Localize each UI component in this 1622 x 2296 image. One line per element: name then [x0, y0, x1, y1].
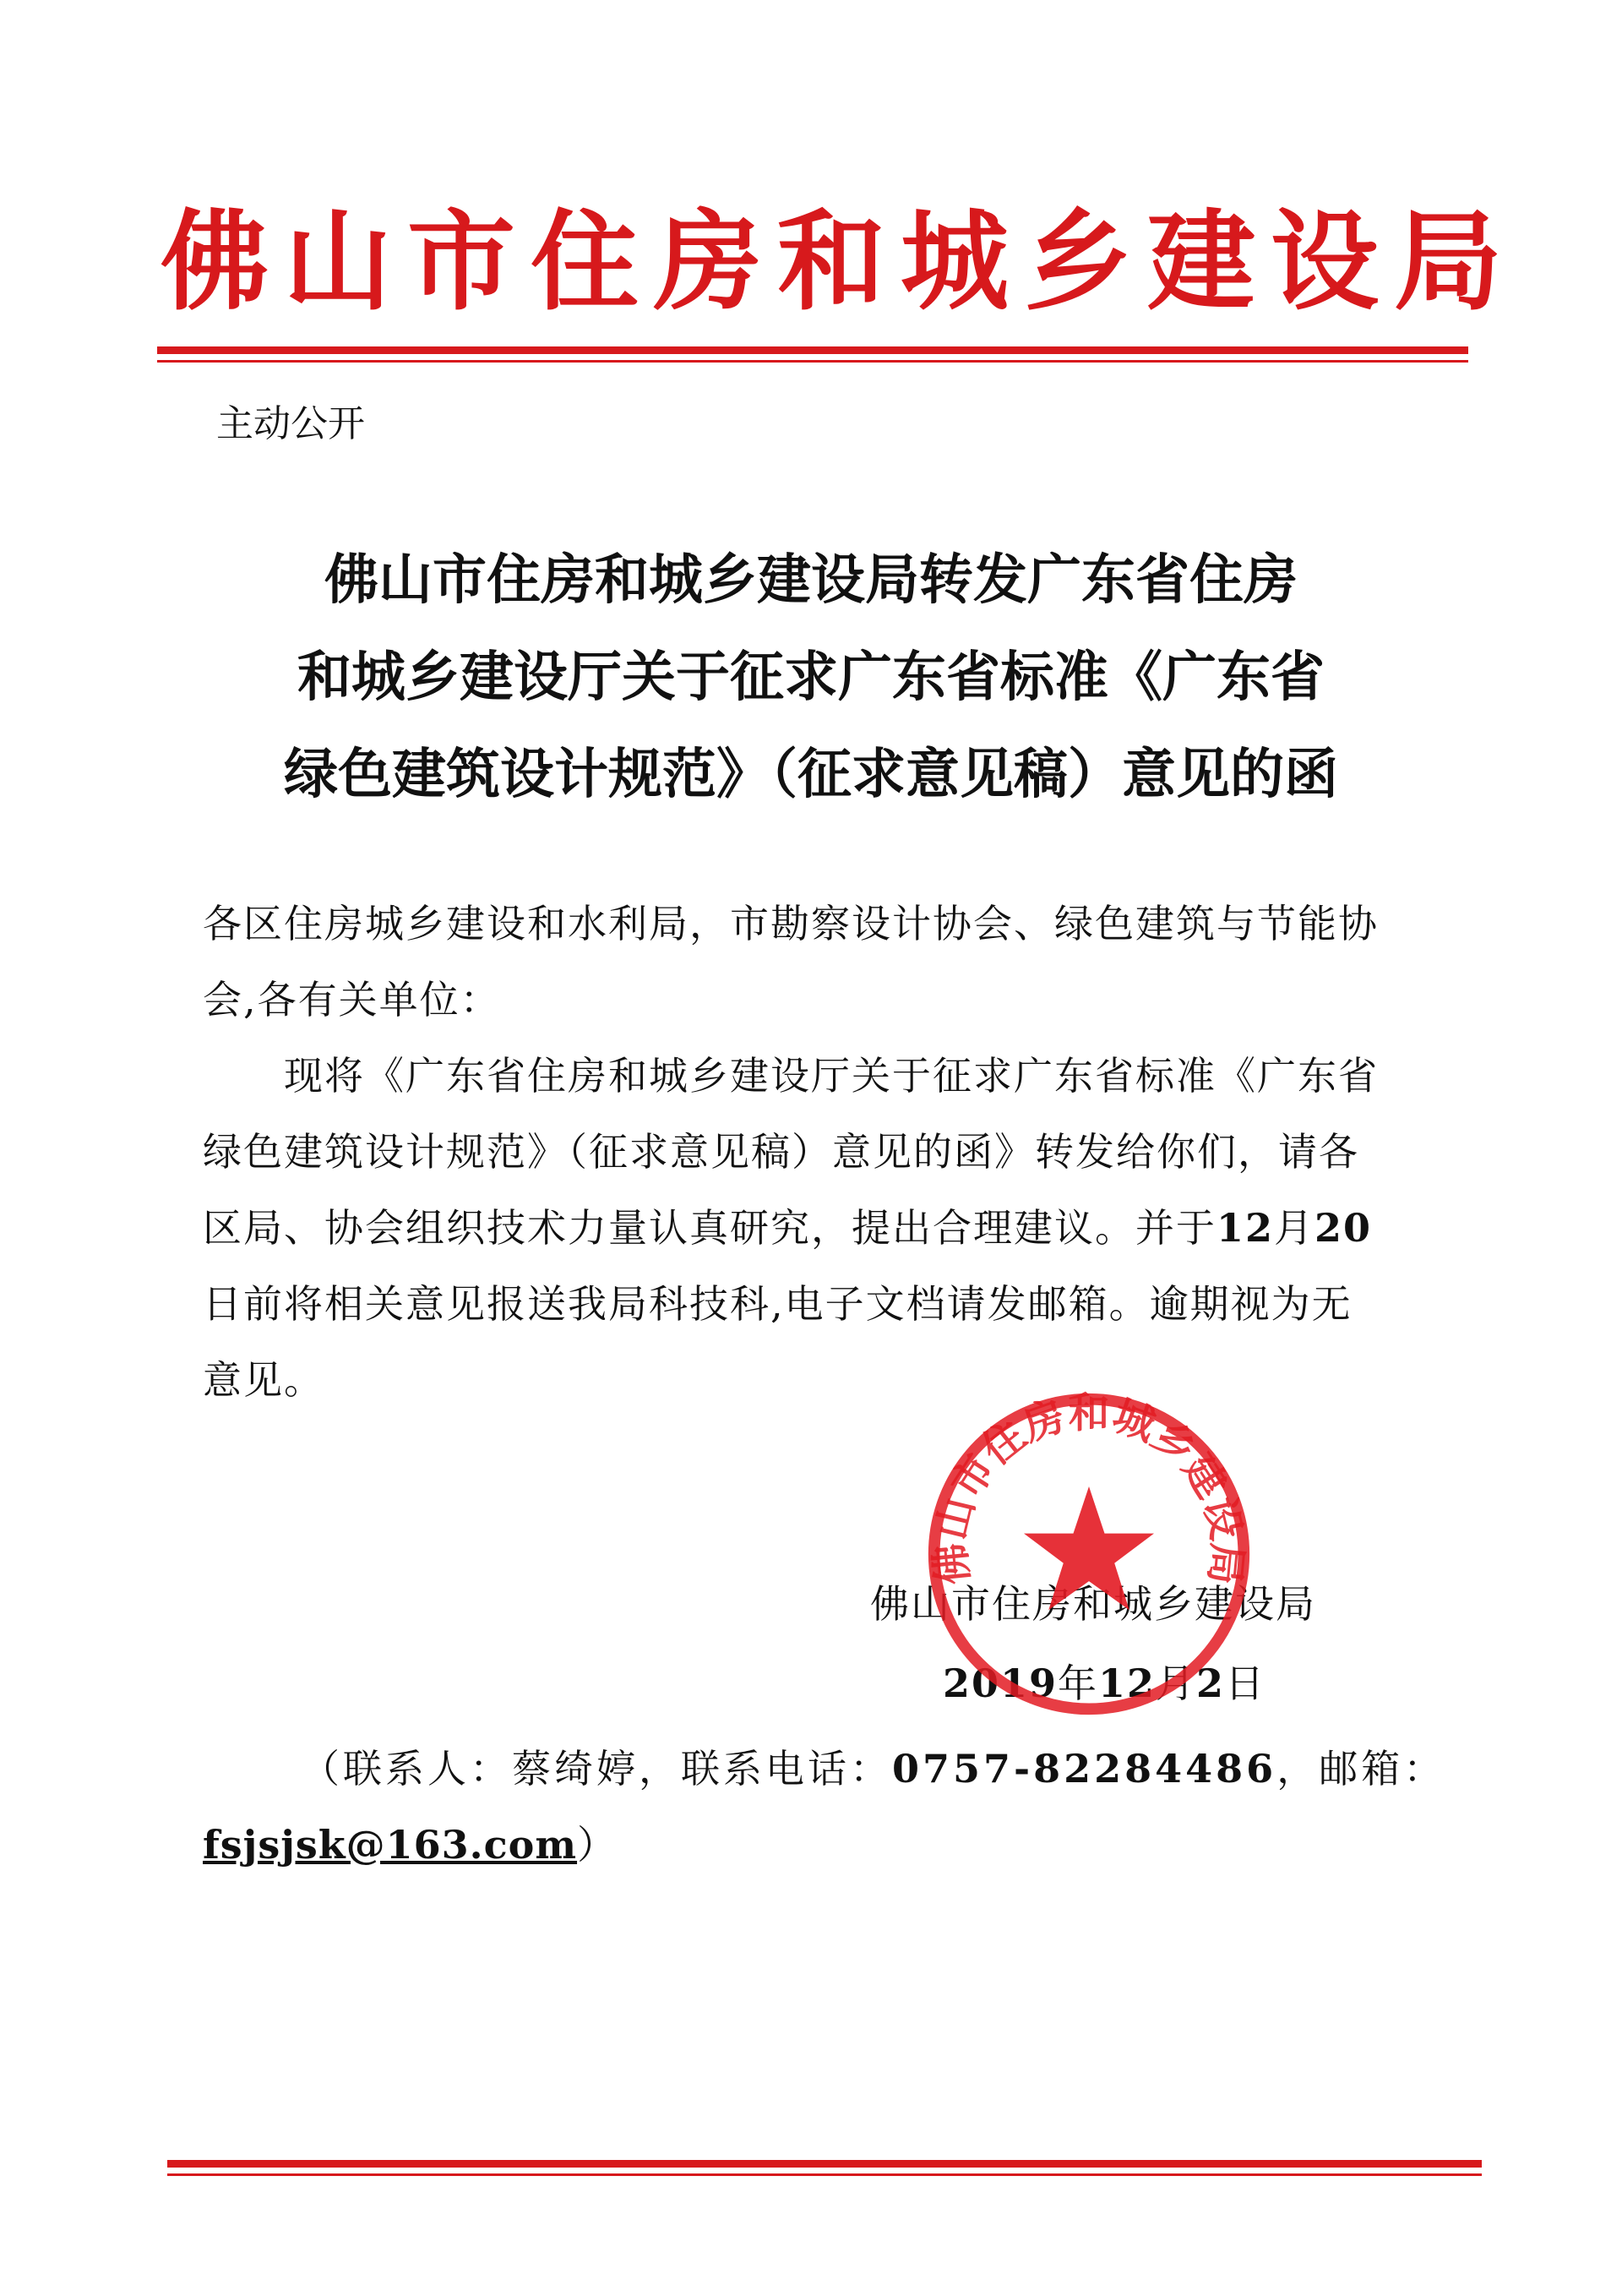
document-title	[194, 532, 1428, 824]
header-rule-thin	[157, 360, 1468, 363]
contact-person-group	[301, 1731, 681, 1807]
contact-person: 蔡绮婷，	[512, 1746, 681, 1792]
contact-person-label: 联系人：	[343, 1746, 512, 1792]
contact-line-1	[203, 1731, 1446, 1807]
deadline-day: 20	[1314, 1205, 1373, 1251]
date-year-unit: 年	[1058, 1661, 1099, 1706]
star-icon	[1024, 1486, 1154, 1610]
contact-phone-group	[681, 1731, 1319, 1807]
contact-phone: 0757-82284486	[892, 1746, 1277, 1792]
date-month-unit: 月	[1156, 1661, 1197, 1706]
footer-rule-thick	[167, 2160, 1482, 2168]
body-line-2: 绿色建筑设计规范》（征求意见稿）意见的函》转发给你们，请各	[203, 1129, 1359, 1175]
body-line-3-text: 区局、协会组织技术力量认真研究，提出合理建议。并于	[203, 1205, 1216, 1251]
date-day-unit: 日	[1225, 1661, 1266, 1706]
body-line-5: 意见。	[203, 1357, 324, 1403]
deadline-month: 12	[1216, 1205, 1275, 1251]
addressee-line-1: 各区住房城乡建设和水利局，市勘察设计协会、绿色建筑与节能协	[203, 901, 1379, 946]
addressee	[203, 886, 1428, 1038]
date-year: 2019	[943, 1661, 1059, 1706]
org-header: 佛山市住房和城乡建设局	[161, 199, 1518, 325]
contact-info	[203, 1731, 1446, 1883]
body-paragraph	[203, 1038, 1428, 1418]
body-line-4: 日前将相关意见报送我局科技科,电子文档请发邮箱。逾期视为无	[203, 1281, 1353, 1327]
contact-phone-label: 联系电话：	[681, 1746, 892, 1792]
body-line-3	[203, 1190, 1428, 1266]
contact-email-link[interactable]: fsjsjsk@163.com	[203, 1822, 578, 1868]
contact-sep: ，	[1276, 1746, 1320, 1792]
contact-line-2	[203, 1807, 1428, 1883]
date-day: 2	[1196, 1661, 1226, 1706]
header-rule-thick	[157, 346, 1468, 354]
deadline-month-unit: 月	[1274, 1205, 1315, 1251]
signature-org: 佛山市住房和城乡建设局	[870, 1581, 1316, 1627]
title-line-3: 绿色建筑设计规范》（征求意见稿）意见的函	[284, 744, 1338, 806]
contact-open-paren: （	[301, 1746, 343, 1792]
title-line-1: 佛山市住房和城乡建设局转发广东省住房	[324, 549, 1298, 612]
official-seal	[924, 1389, 1254, 1719]
disclosure-label: 主动公开	[216, 402, 365, 445]
contact-close-paren: ）	[577, 1822, 620, 1868]
footer-rule-thin	[167, 2173, 1482, 2176]
title-line-2: 和城乡建设厅关于征求广东省标准《广东省	[297, 646, 1325, 709]
seal-arc-text: 佛山市住房和城乡建设局	[927, 1389, 1251, 1587]
body-line-1: 现将《广东省住房和城乡建设厅关于征求广东省标准《广东省	[284, 1053, 1379, 1099]
contact-email-label: 邮箱：	[1319, 1746, 1446, 1792]
date-month: 12	[1098, 1661, 1157, 1706]
addressee-line-2: 会,各有关单位：	[203, 977, 501, 1023]
